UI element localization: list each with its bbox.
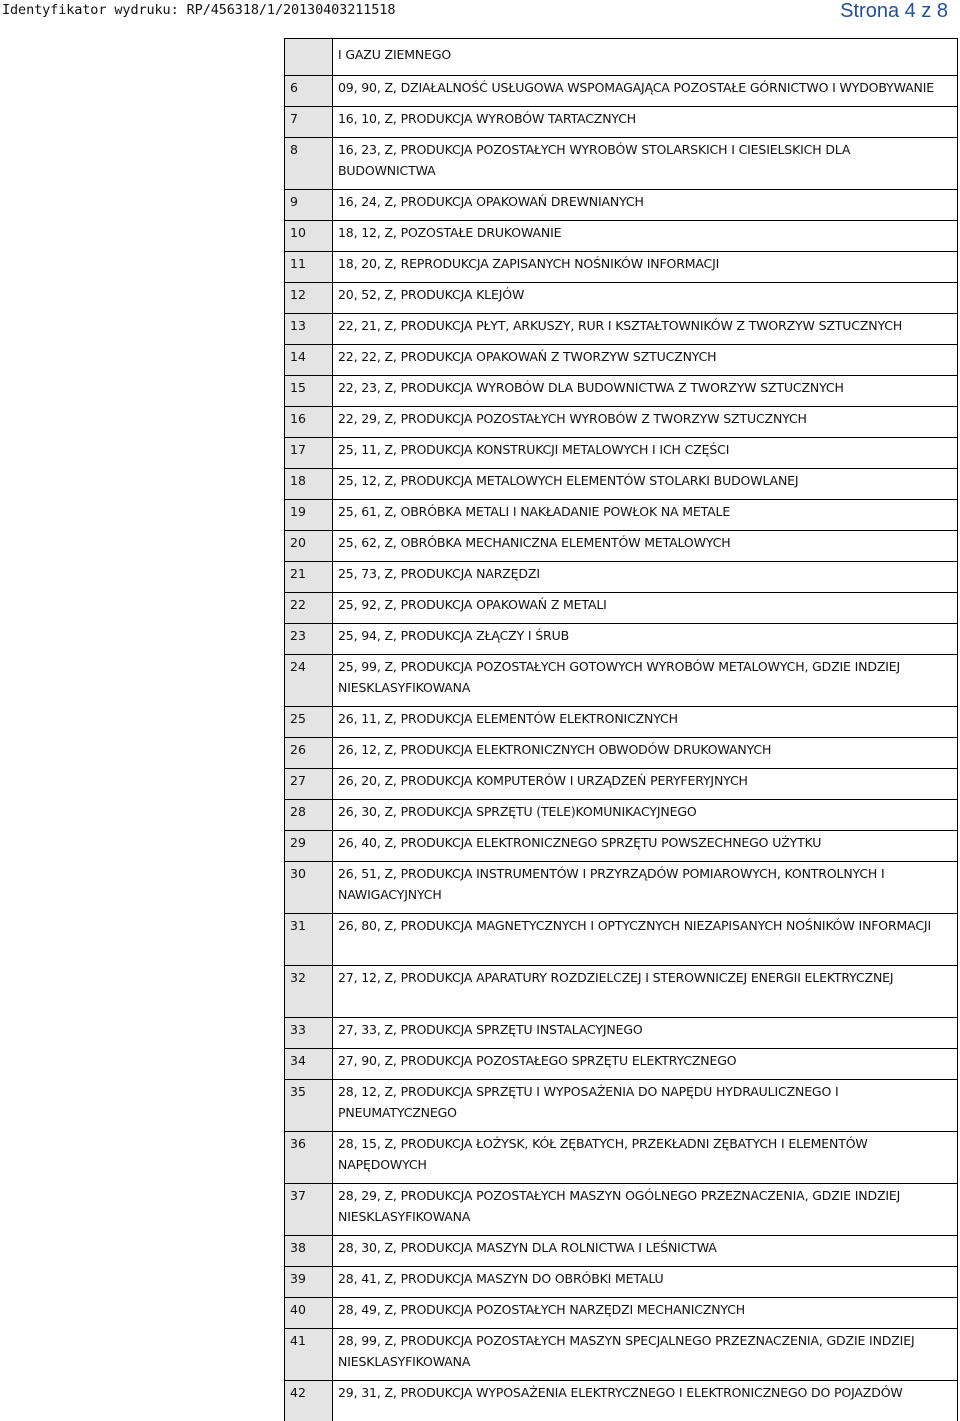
activity-description: 16, 10, Z, PRODUKCJA WYROBÓW TARTACZNYCH: [338, 111, 637, 126]
activity-description: 28, 30, Z, PRODUKCJA MASZYN DLA ROLNICTWA I LEŚNICTWA: [338, 1240, 717, 1255]
table-row: [285, 190, 957, 221]
row-number: 28: [290, 804, 306, 819]
row-number: 24: [290, 659, 306, 674]
row-number: 32: [290, 970, 306, 985]
row-number: 41: [290, 1333, 306, 1348]
table-row: [285, 39, 957, 76]
table-row: [285, 1049, 957, 1080]
activity-description: 28, 41, Z, PRODUKCJA MASZYN DO OBRÓBKI METALU: [338, 1271, 664, 1286]
table-row: [285, 831, 957, 862]
activity-description: 25, 12, Z, PRODUKCJA METALOWYCH ELEMENTÓW STOLARKI BUDOWLANEJ: [338, 473, 799, 488]
activity-description: 28, 12, Z, PRODUKCJA SPRZĘTU I WYPOSAŻENIA DO NAPĘDU HYDRAULICZNEGO I PNEUMATYCZNEGO: [338, 1084, 839, 1120]
row-number: 31: [290, 918, 306, 933]
activity-description: 25, 62, Z, OBRÓBKA MECHANICZNA ELEMENTÓW METALOWYCH: [338, 535, 731, 550]
table-row: [285, 1018, 957, 1049]
activity-description: 09, 90, Z, DZIAŁALNOŚĆ USŁUGOWA WSPOMAGAJĄCA POZOSTAŁE GÓRNICTWO I WYDOBYWANIE: [338, 80, 935, 95]
activity-description: 18, 12, Z, POZOSTAŁE DRUKOWANIE: [338, 225, 562, 240]
row-number: 17: [290, 442, 306, 457]
row-number: 16: [290, 411, 306, 426]
row-number: 11: [290, 256, 306, 271]
activity-description: 26, 20, Z, PRODUKCJA KOMPUTERÓW I URZĄDZEŃ PERYFERYJNYCH: [338, 773, 748, 788]
table-row: [285, 655, 957, 707]
activity-description: 26, 11, Z, PRODUKCJA ELEMENTÓW ELEKTRONICZNYCH: [338, 711, 678, 726]
row-number: 26: [290, 742, 306, 757]
table-row: [285, 562, 957, 593]
row-number: 36: [290, 1136, 306, 1151]
activity-description: 28, 99, Z, PRODUKCJA POZOSTAŁYCH MASZYN SPECJALNEGO PRZEZNACZENIA, GDZIE INDZIEJ NIESKLASYFIKOWANA: [338, 1333, 915, 1369]
row-number: 40: [290, 1302, 306, 1317]
row-number: 33: [290, 1022, 306, 1037]
pkd-activity-table: [284, 38, 958, 1421]
row-number: 9: [290, 194, 298, 209]
row-number: 10: [290, 225, 306, 240]
table-row: [285, 221, 957, 252]
page-number: Strona 4 z 8: [840, 0, 948, 22]
table-row: [285, 738, 957, 769]
table-row: [285, 1381, 957, 1412]
activity-description: 27, 12, Z, PRODUKCJA APARATURY ROZDZIELCZEJ I STEROWNICZEJ ENERGII ELEKTRYCZNEJ: [338, 970, 894, 985]
activity-description: 27, 33, Z, PRODUKCJA SPRZĘTU INSTALACYJNEGO: [338, 1022, 643, 1037]
activity-description: 26, 51, Z, PRODUKCJA INSTRUMENTÓW I PRZYRZĄDÓW POMIAROWYCH, KONTROLNYCH I NAWIGACYJNYCH: [338, 866, 885, 902]
activity-description: 20, 52, Z, PRODUKCJA KLEJÓW: [338, 287, 525, 302]
activity-description: 25, 92, Z, PRODUKCJA OPAKOWAŃ Z METALI: [338, 597, 607, 612]
row-number: 25: [290, 711, 306, 726]
activity-description: 25, 94, Z, PRODUKCJA ZŁĄCZY I ŚRUB: [338, 628, 570, 643]
table-row: [285, 76, 957, 107]
activity-description: 28, 49, Z, PRODUKCJA POZOSTAŁYCH NARZĘDZI MECHANICZNYCH: [338, 1302, 746, 1317]
activity-description: 22, 21, Z, PRODUKCJA PŁYT, ARKUSZY, RUR I KSZTAŁTOWNIKÓW Z TWORZYW SZTUCZNYCH: [338, 318, 903, 333]
table-row: [285, 1329, 957, 1381]
activity-description: 22, 23, Z, PRODUKCJA WYROBÓW DLA BUDOWNICTWA Z TWORZYW SZTUCZNYCH: [338, 380, 844, 395]
row-number: 14: [290, 349, 306, 364]
activity-description: 18, 20, Z, REPRODUKCJA ZAPISANYCH NOŚNIKÓW INFORMACJI: [338, 256, 720, 271]
row-number: 34: [290, 1053, 306, 1068]
table-row: [285, 1298, 957, 1329]
row-number: 27: [290, 773, 306, 788]
table-row: [285, 314, 957, 345]
row-number: 23: [290, 628, 306, 643]
table-row: [285, 862, 957, 914]
activity-description: 16, 23, Z, PRODUKCJA POZOSTAŁYCH WYROBÓW STOLARSKICH I CIESIELSKICH DLA BUDOWNICTWA: [338, 142, 851, 178]
activity-description: 22, 29, Z, PRODUKCJA POZOSTAŁYCH WYROBÓW Z TWORZYW SZTUCZNYCH: [338, 411, 807, 426]
row-number: 42: [290, 1385, 306, 1400]
table-row: [285, 624, 957, 655]
table-row: [285, 1184, 957, 1236]
table-row: [285, 593, 957, 624]
row-number: 38: [290, 1240, 306, 1255]
print-identifier: Identyfikator wydruku: RP/456318/1/20130403211518: [2, 2, 396, 18]
activity-description: 25, 61, Z, OBRÓBKA METALI I NAKŁADANIE POWŁOK NA METALE: [338, 504, 731, 519]
table-row: [285, 500, 957, 531]
activity-description: 16, 24, Z, PRODUKCJA OPAKOWAŃ DREWNIANYCH: [338, 194, 644, 209]
row-number: 8: [290, 142, 298, 157]
row-number: 13: [290, 318, 306, 333]
activity-description: 25, 99, Z, PRODUKCJA POZOSTAŁYCH GOTOWYCH WYROBÓW METALOWYCH, GDZIE INDZIEJ NIESKLASYFIKOWANA: [338, 659, 901, 695]
activity-description: 27, 90, Z, PRODUKCJA POZOSTAŁEGO SPRZĘTU ELEKTRYCZNEGO: [338, 1053, 737, 1068]
row-number: 30: [290, 866, 306, 881]
table-row: [285, 376, 957, 407]
table-row: [285, 469, 957, 500]
table-row: [285, 1080, 957, 1132]
table-row: [285, 800, 957, 831]
row-number: 19: [290, 504, 306, 519]
activity-description: 29, 31, Z, PRODUKCJA WYPOSAŻENIA ELEKTRYCZNEGO I ELEKTRONICZNEGO DO POJAZDÓW: [338, 1385, 903, 1400]
table-row: [285, 283, 957, 314]
row-number: 22: [290, 597, 306, 612]
table-row: [285, 531, 957, 562]
table-row: [285, 1267, 957, 1298]
activity-description: 26, 12, Z, PRODUKCJA ELEKTRONICZNYCH OBWODÓW DRUKOWANYCH: [338, 742, 772, 757]
activity-description: 25, 73, Z, PRODUKCJA NARZĘDZI: [338, 566, 540, 581]
table-row: [285, 138, 957, 190]
row-number: 39: [290, 1271, 306, 1286]
table-row: [285, 1236, 957, 1267]
table-row: [285, 966, 957, 1018]
row-number: 7: [290, 111, 298, 126]
activity-description: 26, 40, Z, PRODUKCJA ELEKTRONICZNEGO SPRZĘTU POWSZECHNEGO UŻYTKU: [338, 835, 822, 850]
row-number: 37: [290, 1188, 306, 1203]
activity-description: 28, 29, Z, PRODUKCJA POZOSTAŁYCH MASZYN OGÓLNEGO PRZEZNACZENIA, GDZIE INDZIEJ NIESKLASYFIKOWANA: [338, 1188, 901, 1224]
row-number: 35: [290, 1084, 306, 1099]
table-row: [285, 345, 957, 376]
activity-description: 28, 15, Z, PRODUKCJA ŁOŻYSK, KÓŁ ZĘBATYCH, PRZEKŁADNI ZĘBATYCH I ELEMENTÓW NAPĘDOWYCH: [338, 1136, 868, 1172]
table-row: [285, 707, 957, 738]
row-number: 6: [290, 80, 298, 95]
table-row: [285, 769, 957, 800]
print-header: [0, 0, 960, 22]
row-number: 21: [290, 566, 306, 581]
activity-description: I GAZU ZIEMNEGO: [338, 47, 452, 62]
row-number: 20: [290, 535, 306, 550]
row-number: 18: [290, 473, 306, 488]
activity-description: 26, 80, Z, PRODUKCJA MAGNETYCZNYCH I OPTYCZNYCH NIEZAPISANYCH NOŚNIKÓW INFORMACJI: [338, 918, 931, 933]
table-row: [285, 252, 957, 283]
row-number: 12: [290, 287, 306, 302]
activity-description: 22, 22, Z, PRODUKCJA OPAKOWAŃ Z TWORZYW SZTUCZNYCH: [338, 349, 717, 364]
table-row: [285, 1132, 957, 1184]
table-row: [285, 438, 957, 469]
row-number: 29: [290, 835, 306, 850]
table-row: [285, 914, 957, 966]
table-row: [285, 407, 957, 438]
table-row: [285, 107, 957, 138]
activity-description: 26, 30, Z, PRODUKCJA SPRZĘTU (TELE)KOMUNIKACYJNEGO: [338, 804, 697, 819]
row-number: 15: [290, 380, 306, 395]
activity-description: 25, 11, Z, PRODUKCJA KONSTRUKCJI METALOWYCH I ICH CZĘŚCI: [338, 442, 730, 457]
